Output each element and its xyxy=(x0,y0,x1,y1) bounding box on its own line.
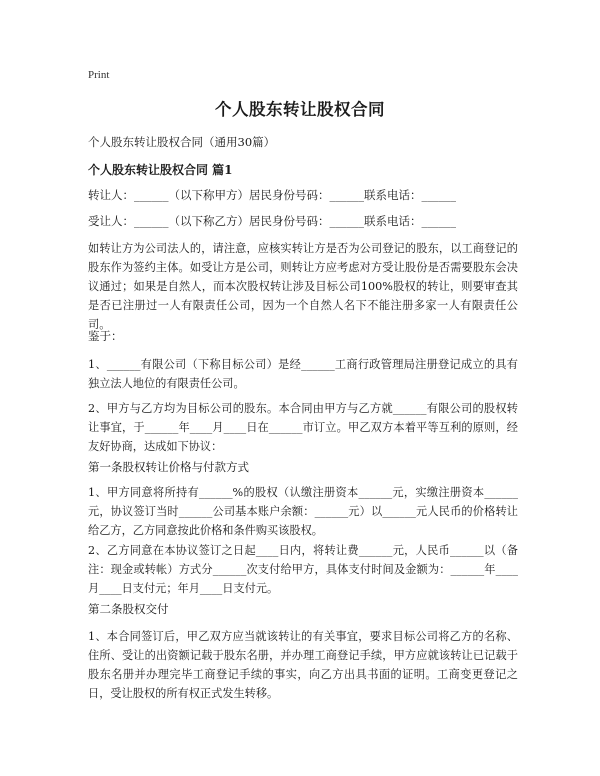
article-1-paragraph-1: 1、甲方同意将所持有______%的股权（认缴注册资本______元，实缴注册资本______元，协议签订当时______公司基本账户余额：______元）以______元人民币的价格转让给乙方，乙方同意按此价格和条件购买该股权。 xyxy=(88,486,518,537)
transferor-line xyxy=(88,187,456,203)
clause-2-paragraph: 2、甲方与乙方均为目标公司的股东。本合同由甲方与乙方就______有限公司的股权转让事宜，于______年____月____日在______市订立。甲乙双方本着平等互利的原则，经友好协商，达成如下协议： xyxy=(88,402,518,453)
article-2-heading: 第二条股权交付 xyxy=(88,602,169,616)
transferor-phone-label: 联系电话： xyxy=(364,188,422,202)
transferee-phone-blank: ______ xyxy=(421,214,456,228)
transferor-name-blank: ______ xyxy=(134,188,169,202)
transferee-name-blank: ______ xyxy=(134,214,169,228)
document-title: 个人股东转让股权合同 xyxy=(215,100,385,119)
transferee-id-blank: ______ xyxy=(329,214,364,228)
transferee-phone-label: 联系电话： xyxy=(364,214,422,228)
transferor-id-label: （以下称甲方）居民身份号码： xyxy=(168,188,330,202)
transferor-phone-blank: ______ xyxy=(421,188,456,202)
article-1-heading: 第一条股权转让价格与付款方式 xyxy=(88,460,249,474)
transferor-label: 转让人： xyxy=(88,188,134,202)
clause-1-paragraph: 1、______有限公司（下称目标公司）是经______工商行政管理局注册登记成立的具有独立法人地位的有限责任公司。 xyxy=(88,358,518,390)
article-1-paragraph-2: 2、乙方同意在本协议签订之日起____日内，将转让费______元，人民币______以（备注：现金或转帐）方式分______次支付给甲方，具体支付时间及金额为：______年____月____日支付元；年月____日支付元。 xyxy=(88,544,518,595)
document-subtitle: 个人股东转让股权合同（通用30篇） xyxy=(88,135,276,149)
transferee-label: 受让人： xyxy=(88,214,134,228)
whereas-heading: 鉴于： xyxy=(88,329,123,343)
article-2-paragraph-1: 1、本合同签订后，甲乙双方应当就该转让的有关事宜，要求目标公司将乙方的名称、住所、受让的出资额记载于股东名册，并办理工商登记手续，甲方应就该转让已记载于股东名册并办理完毕工商登记手续的事实，向乙方出具书面的证明。工商变更登记之日，受让股权的所有权正式发生转移。 xyxy=(88,630,518,700)
intro-paragraph: 如转让方为公司法人的，请注意，应核实转让方是否为公司登记的股东，以工商登记的股东作为签约主体。如受让方是公司，则转让方应考虑对方受让股份是否需要股东会决议通过；如果是自然人，而本次股权转让涉及目标公司100%股权的转让，则要审查其是否已注册过一人有限责任公司，因为一个自然人名下不能注册多家一人有限责任公司。 xyxy=(88,242,518,331)
section-heading: 个人股东转让股权合同 篇1 xyxy=(88,163,233,177)
transferee-id-label: （以下称乙方）居民身份号码： xyxy=(168,214,330,228)
transferor-id-blank: ______ xyxy=(329,188,364,202)
print-label[interactable]: Print xyxy=(88,69,110,81)
transferee-line xyxy=(88,213,456,229)
